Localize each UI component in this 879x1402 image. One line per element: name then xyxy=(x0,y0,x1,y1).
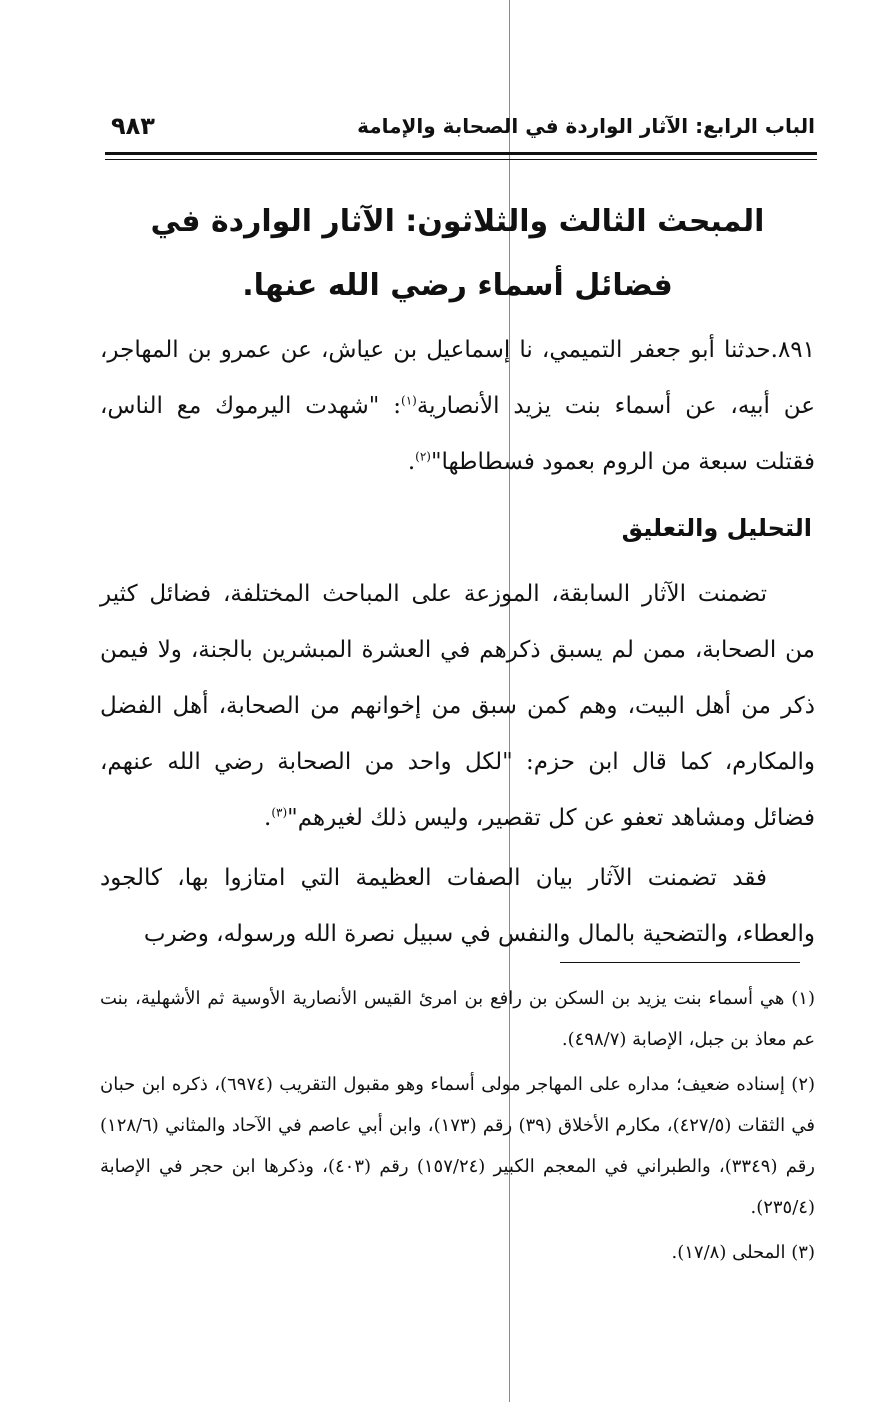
header-rule-thin xyxy=(105,159,817,160)
footnotes xyxy=(100,978,815,1277)
analysis-paragraph-1 xyxy=(100,566,815,846)
footnote-ref-3[interactable]: (٣) xyxy=(271,805,288,820)
footnote-2: (٢) إسناده ضعيف؛ مداره على المهاجر مولى أسماء وهو مقبول التقريب (٦٩٧٤)، ذكره ابن حبان في الثقات (٤٢٧/٥)، مكارم الأخلاق (٣٩) رقم (١٧٣)، وابن أبي عاصم في الآحاد والمثاني (١٢٨/٦) رقم (٣٣٤٩)، والطبراني في المعجم الكبير (١٥٧/٢٤) رقم (٤٠٣)، وذكرها ابن حجر في الإصابة (٢٣٥/٤). xyxy=(100,1074,816,1218)
paragraph-1-text-a: تضمنت الآثار السابقة، الموزعة على المباحث المختلفة، فضائل كثير من الصحابة، ممن لم يسبق ذكرهم في العشرة المبشرين بالجنة، ولا فيمن ذكر من أهل البيت، وهم كمن سبق من إخوانهم من الصحابة، أهل الفضل والمكارم، كما قال ابن حزم: "لكل واحد من الصحابة رضي الله عنهم، فضائل ومشاهد تعفو عن كل تقصير، وليس ذلك لغيرهم" xyxy=(100,581,815,831)
hadith-number: ٨٩١. xyxy=(770,337,815,363)
page-number: ٩٨٣ xyxy=(111,112,155,140)
page-header xyxy=(105,112,815,148)
hadith-text-a: حدثنا أبو جعفر التميمي، نا إسماعيل بن عياش، عن عمرو بن المهاجر، عن أبيه، عن أسماء بنت يزيد الأنصارية xyxy=(100,337,816,419)
footnote-3: (٣) المحلى (١٧/٨). xyxy=(671,1242,815,1263)
footnote-1: (١) هي أسماء بنت يزيد بن السكن بن رافع بن امرئ القيس الأنصارية الأوسية ثم الأشهلية، بنت عم معاذ بن جبل، الإصابة (٤٩٨/٧). xyxy=(100,988,815,1050)
footnote-ref-2[interactable]: (٢) xyxy=(415,449,431,464)
header-rule-thick xyxy=(105,152,817,155)
footnote-ref-1[interactable]: (١) xyxy=(401,393,417,408)
section-title: المبحث الثالث والثلاثون: الآثار الواردة في فضائل أسماء رضي الله عنها. xyxy=(150,204,765,303)
paragraph-1-text-b: . xyxy=(264,805,272,831)
analysis-heading: التحليل والتعليق xyxy=(621,514,812,542)
hadith-paragraph xyxy=(100,322,815,490)
footnote-separator xyxy=(560,962,800,963)
analysis-paragraph-2: فقد تضمنت الآثار بيان الصفات العظيمة التي امتازوا بها، كالجود والعطاء، والتضحية بالمال والنفس في سبيل نصرة الله ورسوله، وضرب xyxy=(100,865,815,947)
hadith-text-b: : "شهدت اليرموك مع الناس، فقتلت سبعة من الروم بعمود فسطاطها" xyxy=(100,393,815,475)
running-title: الباب الرابع: الآثار الواردة في الصحابة والإمامة xyxy=(357,114,815,138)
hadith-text-c: . xyxy=(407,449,416,475)
